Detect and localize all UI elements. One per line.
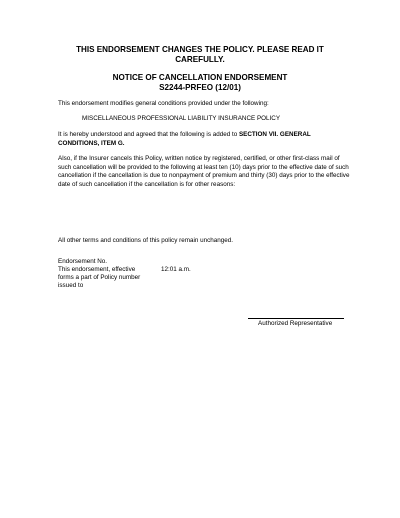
- agreement-text: It is hereby understood and agreed that the following is added to: [58, 131, 239, 138]
- agreement-section-reference: SECTION VII. GENERAL CONDITIONS, ITEM G.: [58, 131, 311, 147]
- agreement-paragraph: [58, 131, 350, 148]
- cancellation-paragraph: Also, if the Insurer cancels this Policy, written notice by registered, certified, or other first-class mail of such cancellation will be provided to the following at least ten (10) days prior to the effective date of such cancellation if the cancellation is due to nonpayment of premium and thirty (30) days prior to the effective date of such cancellation if the cancellation is for other reasons:: [58, 155, 350, 188]
- forms-part-label: forms a part of Policy number: [58, 274, 141, 281]
- intro-text: This endorsement modifies general conditions provided under the following:: [58, 100, 269, 107]
- document-title: NOTICE OF CANCELLATION ENDORSEMENT: [112, 73, 288, 82]
- effective-label: This endorsement, effective: [58, 266, 136, 273]
- header-line-1: THIS ENDORSEMENT CHANGES THE POLICY. PLEASE READ IT: [76, 45, 324, 54]
- signature-line: [248, 318, 344, 319]
- effective-time: 12:01 a.m.: [161, 266, 191, 273]
- issued-to-label: issued to: [58, 282, 84, 289]
- other-terms-text: All other terms and conditions of this policy remain unchanged.: [58, 237, 234, 244]
- signature-label: Authorized Representative: [258, 320, 333, 327]
- policy-type: MISCELLANEOUS PROFESSIONAL LIABILITY INSURANCE POLICY: [82, 115, 281, 122]
- header-line-2: CAREFULLY.: [175, 55, 225, 64]
- endorsement-number-label: Endorsement No.: [58, 258, 108, 265]
- form-number: S2244-PRFEO (12/01): [159, 83, 241, 92]
